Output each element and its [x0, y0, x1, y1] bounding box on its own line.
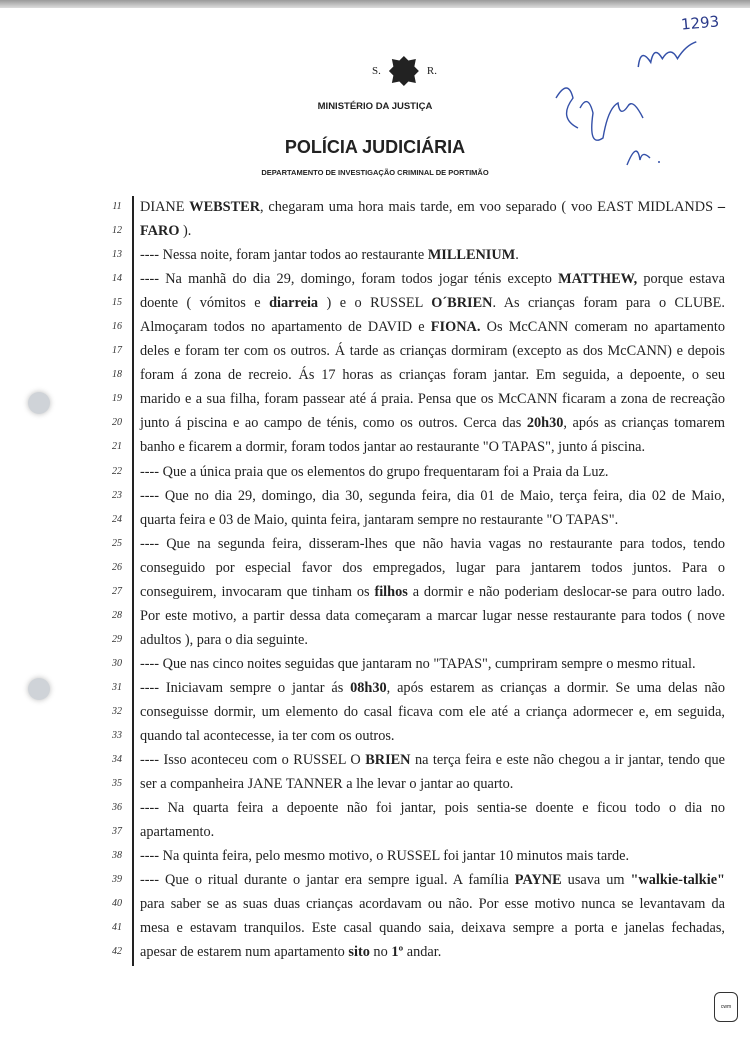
document-body	[0, 196, 750, 966]
crest-left-letter: S.	[372, 65, 381, 77]
document-line	[0, 557, 750, 581]
line-text: foram á zona de recreio. Ás 17 horas as crianças foram jantar. Em seguida, a depoente, o seu	[140, 367, 725, 384]
document-line	[0, 941, 750, 965]
line-text: mesa e estavam tranquilos. Este casal quando saia, deixava sempre a porta e janelas fechadas,	[140, 920, 725, 937]
line-number: 22	[112, 465, 122, 477]
line-number: 17	[112, 345, 122, 357]
document-line	[0, 292, 750, 316]
line-text: ---- Que nas cinco noites seguidas que jantaram no "TAPAS", cumpriram sempre o mesmo ritual.	[140, 655, 696, 672]
document-line	[0, 581, 750, 605]
line-number: 11	[112, 201, 122, 212]
document-line	[0, 725, 750, 749]
line-text: ---- Na quarta feira a depoente não foi jantar, pois sentia-se doente e ficou todo o dia no	[140, 800, 725, 817]
line-text: deles e foram ter com os outros. Á tarde as crianças dormiram (excepto as dos McCANN) e depois	[140, 343, 725, 360]
line-text: ---- Na manhã do dia 29, domingo, foram todos jogar ténis excepto MATTHEW, porque estava	[140, 271, 725, 288]
line-number: 28	[112, 609, 122, 621]
document-line	[0, 436, 750, 460]
document-line	[0, 533, 750, 557]
line-number: 32	[112, 705, 122, 717]
line-text: ---- Que a única praia que os elementos do grupo frequentaram foi a Praia da Luz.	[140, 463, 609, 480]
document-line	[0, 821, 750, 845]
line-number: 20	[112, 417, 122, 429]
line-text: banho e ficarem a dormir, foram todos jantar ao restaurante "O TAPAS", junto á piscina.	[140, 439, 646, 456]
line-number: 29	[112, 633, 122, 645]
line-number: 36	[112, 802, 122, 814]
document-line	[0, 412, 750, 436]
line-text: adultos ), para o dia seguinte.	[140, 631, 308, 648]
page-stamp: cwm	[714, 992, 738, 1022]
scan-top-edge	[0, 0, 750, 8]
document-line	[0, 701, 750, 725]
document-line	[0, 893, 750, 917]
document-line	[0, 316, 750, 340]
line-number: 35	[112, 778, 122, 790]
line-text: Por este motivo, a partir dessa data começaram a marcar lugar nesse restaurante para todos ( nove	[140, 607, 725, 624]
document-line	[0, 485, 750, 509]
document-line	[0, 364, 750, 388]
line-number: 18	[112, 369, 122, 381]
line-text: ---- Que o ritual durante o jantar era sempre igual. A família PAYNE usava um "walkie-talkie"	[140, 872, 725, 889]
line-number: 19	[112, 393, 122, 405]
document-line	[0, 797, 750, 821]
line-text: ---- Que na segunda feira, disseram-lhes que não havia vagas no restaurante para todos, tendo	[140, 535, 725, 552]
line-text: apesar de estarem num apartamento sito no 1º andar.	[140, 944, 442, 961]
line-number: 13	[112, 249, 122, 261]
line-text: ---- Nessa noite, foram jantar todos ao restaurante MILLENIUM.	[140, 247, 519, 264]
document-line	[0, 196, 750, 220]
line-text: ---- Que no dia 29, domingo, dia 30, segunda feira, dia 01 de Maio, terça feira, dia 02 de Maio,	[140, 487, 725, 504]
line-text: marido e a sua filha, foram passear até á praia. Pensa que os McCANN ficaram a zona de recreação	[140, 391, 725, 408]
document-line	[0, 917, 750, 941]
line-number: 37	[112, 826, 122, 838]
line-text: ---- Isso aconteceu com o RUSSEL O BRIEN na terça feira e este não chegou a ir jantar, tendo que	[140, 752, 725, 769]
document-line	[0, 629, 750, 653]
line-number: 15	[112, 297, 122, 309]
ministry-name: MINISTÉRIO DA JUSTIÇA	[317, 101, 433, 112]
line-number: 25	[112, 537, 122, 549]
line-text: junto á piscina e ao campo de ténis, como os outros. Cerca das 20h30, após as crianças tomarem	[140, 415, 725, 432]
document-line	[0, 268, 750, 292]
line-text: conseguido por especial favor dos empregados, lugar para jantarem todos juntos. Para o	[140, 559, 725, 576]
line-number: 30	[112, 657, 122, 669]
line-number: 12	[112, 225, 122, 237]
initial-mark	[622, 140, 662, 174]
line-number: 39	[112, 874, 122, 886]
line-number: 33	[112, 730, 122, 742]
page-title: POLÍCIA JUDICIÁRIA	[284, 137, 466, 157]
line-number: 40	[112, 898, 122, 910]
initials-signature	[630, 33, 704, 78]
document-line	[0, 749, 750, 773]
document-line	[0, 605, 750, 629]
line-number: 21	[112, 441, 122, 453]
line-text: ser a companheira JANE TANNER a lhe levar o jantar ao quarto.	[140, 776, 514, 793]
line-text: conseguirem, invocaram que tinham os filhos a dormir e não poderiam deslocar-se para outro lado.	[140, 583, 725, 600]
line-number: 27	[112, 585, 122, 597]
document-line	[0, 509, 750, 533]
document-line	[0, 220, 750, 244]
document-line	[0, 773, 750, 797]
letterhead-crest	[372, 56, 437, 86]
line-number: 26	[112, 561, 122, 573]
document-line	[0, 388, 750, 412]
line-text: conseguisse dormir, um elemento do casal ficava com ele até a criança adormecer e, em seguida,	[140, 703, 725, 720]
coat-of-arms-icon	[389, 56, 419, 86]
line-number: 38	[112, 850, 122, 862]
crest-right-letter: R.	[426, 65, 437, 77]
line-text: quarta feira e 03 de Maio, quinta feira, jantaram sempre no restaurante "O TAPAS".	[140, 511, 619, 528]
document-line	[0, 653, 750, 677]
line-number: 14	[112, 273, 122, 285]
line-number: 34	[112, 754, 122, 766]
line-number: 16	[112, 321, 122, 333]
document-line	[0, 845, 750, 869]
document-line	[0, 869, 750, 893]
document-line	[0, 677, 750, 701]
handwritten-page-number: 1293	[680, 12, 720, 34]
line-text: doente ( vómitos e diarreia ) e o RUSSEL O´BRIEN. As crianças foram para o CLUBE.	[140, 295, 725, 312]
line-number: 31	[112, 681, 122, 693]
department-name: DEPARTAMENTO DE INVESTIGAÇÃO CRIMINAL DE PORTIMÃO	[261, 168, 489, 177]
line-text: FARO ).	[140, 223, 192, 240]
line-number: 24	[112, 513, 122, 525]
line-number: 42	[112, 946, 122, 958]
line-text: ---- Na quinta feira, pelo mesmo motivo, o RUSSEL foi jantar 10 minutos mais tarde.	[140, 848, 630, 865]
line-text: apartamento.	[140, 824, 215, 841]
document-line	[0, 340, 750, 364]
line-text: ---- Iniciavam sempre o jantar ás 08h30, após estarem as crianças a dormir. Se uma delas não	[140, 679, 725, 696]
line-number: 23	[112, 489, 122, 501]
document-line	[0, 244, 750, 268]
document-line	[0, 461, 750, 485]
line-number: 41	[112, 922, 122, 934]
line-text: DIANE WEBSTER, chegaram uma hora mais tarde, em voo separado ( voo EAST MIDLANDS –	[140, 199, 725, 215]
line-text: Almoçaram todos no apartamento de DAVID e FIONA. Os McCANN comeram no apartamento	[140, 319, 725, 336]
line-text: quando tal acontecesse, ia ter com os outros.	[140, 728, 395, 745]
line-text: para saber se as suas duas crianças acordavam ou não. Por esse motivo nunca se levantavam da	[140, 896, 725, 913]
